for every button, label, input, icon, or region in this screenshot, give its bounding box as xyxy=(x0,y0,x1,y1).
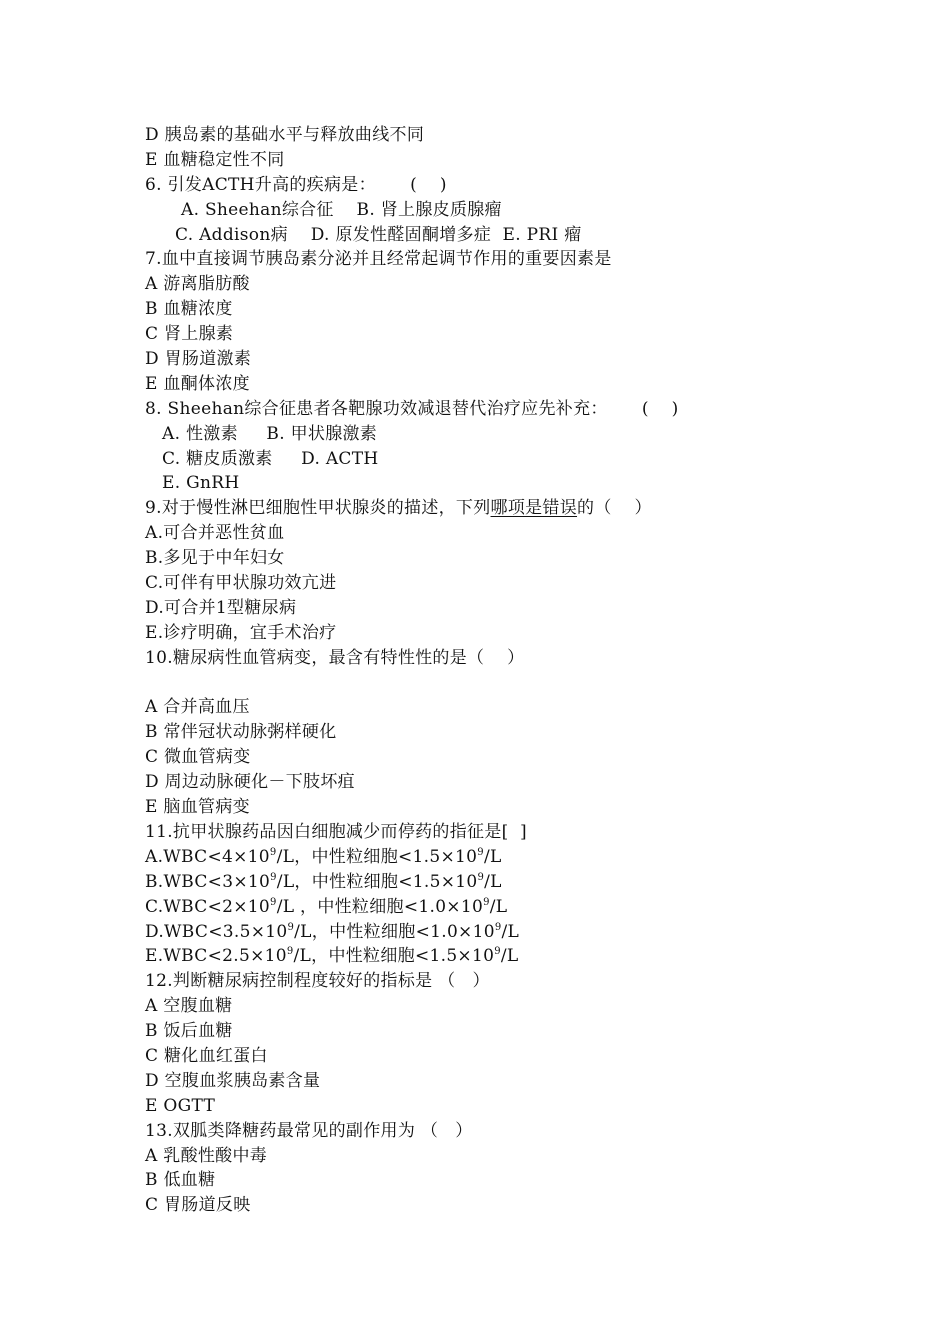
q11-option-e-neutrophil: ，中性粒细胞<1.5×10 xyxy=(311,946,495,967)
exponent: 9 xyxy=(269,846,277,858)
q8-stem: 8. Sheehan综合征患者各靶腺功效减退替代治疗应先补充： ( ) xyxy=(145,398,679,419)
q11-option-e xyxy=(145,944,865,969)
q11-option-c xyxy=(145,895,865,920)
unit: /L xyxy=(293,946,312,967)
q7-option-c: C 肾上腺素 xyxy=(145,324,234,345)
unit: /L xyxy=(484,871,502,892)
unit: /L xyxy=(483,846,502,867)
q7-option-d: D 胃肠道激素 xyxy=(145,349,252,370)
q11-option-e-wbc: E.WBC<2.5×10 xyxy=(145,946,287,967)
q7-stem: 7.血中直接调节胰岛素分泌并且经常起调节作用的重要因素是 xyxy=(145,249,612,270)
unit: /L xyxy=(276,896,295,917)
q9-option-b: B.多见于中年妇女 xyxy=(145,548,285,569)
unit: /L xyxy=(489,896,508,917)
q11-option-b-neutrophil: ，中性粒细胞<1.5×10 xyxy=(294,871,478,892)
unit: /L xyxy=(500,946,519,967)
q11-option-b xyxy=(145,870,865,895)
q11-option-a xyxy=(145,845,865,870)
q11-option-c-neutrophil: ，中性粒细胞<1.0×10 xyxy=(294,896,484,917)
q9-stem-underlined: 哪项是错误 xyxy=(490,498,578,519)
q8-options-row-1: A. 性激素 B. 甲状腺激素 xyxy=(162,423,378,444)
q12-option-b: B 饭后血糖 xyxy=(145,1021,233,1042)
exponent: 9 xyxy=(477,846,484,858)
exponent: 9 xyxy=(287,921,295,933)
q11-option-d xyxy=(145,920,865,945)
exponent: 9 xyxy=(286,946,294,958)
q11-option-d-neutrophil: ，中性粒细胞<1.0×10 xyxy=(311,921,495,942)
q5-option-d: D 胰岛素的基础水平与释放曲线不同 xyxy=(145,125,425,145)
exponent: 9 xyxy=(494,921,502,933)
q13-option-a: A 乳酸性酸中毒 xyxy=(145,1145,268,1166)
q10-option-a: A 合并高血压 xyxy=(145,697,250,718)
exponent: 9 xyxy=(483,896,490,908)
q12-option-d: D 空腹血浆胰岛素含量 xyxy=(145,1070,321,1091)
q11-option-b-wbc: B.WBC<3×10 xyxy=(145,871,271,892)
q11-option-c-wbc: C.WBC<2×10 xyxy=(145,896,271,917)
q10-option-d: D 周边动脉硬化－下肢坏疽 xyxy=(145,772,355,793)
unit: /L xyxy=(501,921,520,942)
q13-option-b: B 低血糖 xyxy=(145,1170,216,1191)
q7-option-b: B 血糖浓度 xyxy=(145,299,233,320)
q10-option-e: E 脑血管病变 xyxy=(145,797,250,818)
q11-option-a-neutrophil: ，中性粒细胞<1.5×10 xyxy=(294,846,478,867)
q10-option-b: B 常伴冠状动脉粥样硬化 xyxy=(145,722,337,743)
q6-options-row-2: C. Addison病 D. 原发性醛固酮增多症 E. PRI 瘤 xyxy=(175,224,582,245)
question-list xyxy=(145,123,865,1218)
q7-option-a: A 游离脂肪酸 xyxy=(145,274,250,295)
unit: /L xyxy=(294,921,312,942)
exponent: 9 xyxy=(477,871,485,883)
q11-option-a-wbc: A.WBC<4×10 xyxy=(145,846,270,867)
unit: /L xyxy=(276,871,295,892)
exponent: 9 xyxy=(494,946,501,958)
exponent: 9 xyxy=(270,896,277,908)
q9-option-c: C.可伴有甲状腺功效亢进 xyxy=(145,573,337,594)
q9-option-d: D.可合并1型糖尿病 xyxy=(145,597,297,618)
q12-option-e: E OGTT xyxy=(145,1095,216,1116)
q9-stem-text: 9.对于慢性淋巴细胞性甲状腺炎的描述，下列 xyxy=(145,498,491,519)
q6-stem: 6. 引发ACTH升高的疾病是： ( ) xyxy=(145,174,447,195)
q9-stem xyxy=(145,496,865,521)
q8-options-row-3: E. GnRH xyxy=(162,473,240,494)
q9-option-e: E.诊疗明确，宜手术治疗 xyxy=(145,622,337,643)
q9-stem-bracket: 的（ ） xyxy=(577,498,652,519)
q6-options-row-1: A. Sheehan综合征 B. 肾上腺皮质腺瘤 xyxy=(181,199,502,220)
q12-option-a: A 空腹血糖 xyxy=(145,996,233,1017)
q9-option-a: A.可合并恶性贫血 xyxy=(145,523,285,544)
q13-stem: 13.双胍类降糖药最常见的副作用为 （ ） xyxy=(145,1120,473,1141)
blank-line xyxy=(145,671,865,696)
q8-options-row-2: C. 糖皮质激素 D. ACTH xyxy=(162,448,379,469)
q12-stem: 12.判断糖尿病控制程度较好的指标是 （ ） xyxy=(145,971,490,992)
q5-option-e: E 血糖稳定性不同 xyxy=(145,149,285,170)
q12-option-c: C 糖化血红蛋白 xyxy=(145,1045,268,1066)
q11-stem: 11.抗甲状腺药品因白细胞减少而停药的指征是[ ] xyxy=(145,821,527,842)
q7-option-e: E 血酮体浓度 xyxy=(145,373,250,394)
unit: /L xyxy=(276,846,295,867)
q11-option-d-wbc: D.WBC<3.5×10 xyxy=(145,921,288,942)
exponent: 9 xyxy=(270,871,277,883)
q10-option-c: C 微血管病变 xyxy=(145,747,251,768)
q10-stem: 10.糖尿病性血管病变，最含有特性性的是（ ） xyxy=(145,647,525,668)
q13-option-c: C 胃肠道反映 xyxy=(145,1195,251,1216)
